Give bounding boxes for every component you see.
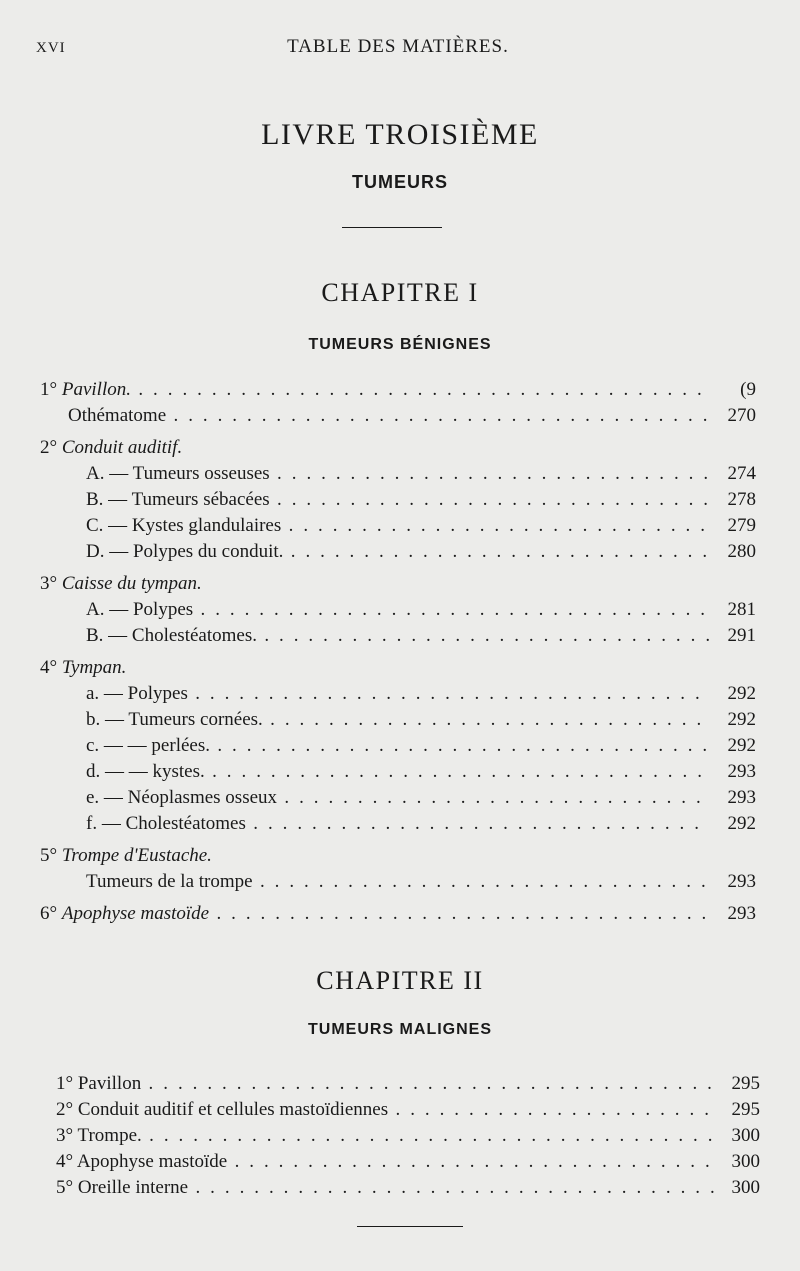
toc-entry[interactable] [40, 461, 756, 487]
toc-entry-page: 292 [727, 683, 756, 704]
toc-entry[interactable] [40, 759, 756, 785]
folio: XVI [36, 40, 66, 56]
toc-entry-label: Oreille interne [77, 1177, 189, 1198]
toc-entry[interactable] [40, 539, 756, 565]
toc-entry-label: D. — Polypes du conduit. [86, 541, 284, 562]
toc-entry-label: f. — Cholestéatomes [86, 813, 246, 834]
toc-entry-label: Apophyse mastoïde [76, 1151, 228, 1172]
toc-entry-label: Pavillon. [61, 379, 131, 400]
toc-entry-page: 278 [727, 489, 756, 510]
toc-entry-label: b. — Tumeurs cornées. [86, 709, 263, 730]
book-subtitle: TUMEURS [352, 172, 448, 192]
toc-entry-number: 1° [40, 379, 58, 400]
toc-entry-label: Tympan. [61, 657, 127, 678]
toc-entry-label: Apophyse mastoïde [61, 903, 210, 924]
toc-list [56, 1071, 760, 1201]
toc-entry-page: 300 [731, 1125, 760, 1146]
toc-entry-page: 292 [727, 813, 756, 834]
toc-entry-label: A. — Polypes [86, 599, 194, 620]
toc-entry-number: 5° [56, 1177, 74, 1198]
toc-entry-number: 2° [56, 1099, 74, 1120]
toc-entry[interactable] [56, 1097, 760, 1123]
toc-entry-label: d. — — kystes. [86, 761, 205, 782]
toc-entry[interactable] [40, 785, 756, 811]
toc-entry[interactable] [40, 707, 756, 733]
toc-entry-number: 2° [40, 437, 58, 458]
toc-entry-number: 4° [56, 1151, 74, 1172]
book-title: LIVRE TROISIÈME [261, 118, 539, 151]
toc-entry[interactable] [40, 869, 756, 895]
toc-entry-label: Pavillon [77, 1073, 142, 1094]
running-head-title: TABLE DES MATIÈRES. [287, 36, 509, 57]
toc-entry[interactable] [56, 1175, 760, 1201]
toc-entry[interactable] [40, 681, 756, 707]
toc-entry-label: Othématome [68, 405, 167, 426]
toc-list [40, 377, 756, 927]
toc-entry-page: (9 [740, 379, 756, 400]
toc-entry-page: 293 [727, 871, 756, 892]
toc-section-heading[interactable] [40, 435, 756, 461]
running-head [36, 36, 760, 60]
toc-entry-label: Tumeurs de la trompe [86, 871, 253, 892]
toc-entry-label: Conduit auditif et cellules mastoïdiennes [77, 1099, 389, 1120]
toc-entry-page: 274 [727, 463, 756, 484]
chapter-subtitle: TUMEURS MALIGNES [308, 1021, 492, 1038]
toc-entry-label: Trompe d'Eustache. [61, 845, 212, 866]
toc-entry-number: 3° [56, 1125, 74, 1146]
toc-entry[interactable] [56, 1123, 760, 1149]
divider-rule [342, 227, 442, 228]
toc-entry-label: Caisse du tympan. [61, 573, 202, 594]
toc-entry-number: 4° [40, 657, 58, 678]
toc-section-heading[interactable] [40, 571, 756, 597]
toc-entry-page: 295 [731, 1073, 760, 1094]
toc-entry-page: 270 [727, 405, 756, 426]
toc-entry[interactable] [40, 597, 756, 623]
toc-entry-number: 6° [40, 903, 58, 924]
toc-entry-label: B. — Tumeurs sébacées [86, 489, 270, 510]
chapter-subtitle: TUMEURS BÉNIGNES [308, 336, 492, 353]
toc-entry-page: 293 [727, 787, 756, 808]
toc-entry-label: e. — Néoplasmes osseux [86, 787, 278, 808]
toc-entry[interactable] [40, 901, 756, 927]
toc-entry[interactable] [40, 733, 756, 759]
divider-rule [357, 1226, 463, 1227]
toc-entry-number: 3° [40, 573, 58, 594]
toc-entry-page: 292 [727, 709, 756, 730]
toc-entry-label: B. — Cholestéatomes. [86, 625, 257, 646]
toc-entry[interactable] [40, 487, 756, 513]
toc-entry-label: Conduit auditif. [61, 437, 183, 458]
toc-entry-page: 280 [727, 541, 756, 562]
toc-entry-page: 293 [727, 761, 756, 782]
toc-entry[interactable] [40, 403, 756, 429]
toc-entry-page: 281 [727, 599, 756, 620]
toc-entry-number: 5° [40, 845, 58, 866]
toc-entry-page: 300 [731, 1177, 760, 1198]
toc-entry[interactable] [40, 623, 756, 649]
toc-entry-label: Trompe. [77, 1125, 142, 1146]
toc-section-heading[interactable] [40, 655, 756, 681]
chapter-title: CHAPITRE II [316, 966, 484, 995]
toc-entry-number: 1° [56, 1073, 74, 1094]
toc-entry-label: c. — — perlées. [86, 735, 210, 756]
toc-entry[interactable] [40, 377, 756, 403]
toc-entry-page: 293 [727, 903, 756, 924]
toc-entry[interactable] [40, 513, 756, 539]
chapter-title: CHAPITRE I [321, 278, 479, 307]
toc-entry[interactable] [56, 1149, 760, 1175]
toc-entry[interactable] [56, 1071, 760, 1097]
toc-entry-label: A. — Tumeurs osseuses [86, 463, 270, 484]
toc-entry-label: C. — Kystes glandulaires [86, 515, 282, 536]
toc-entry-page: 295 [731, 1099, 760, 1120]
toc-entry-page: 292 [727, 735, 756, 756]
toc-entry-label: a. — Polypes [86, 683, 188, 704]
toc-entry-page: 300 [731, 1151, 760, 1172]
toc-entry-page: 279 [727, 515, 756, 536]
toc-entry-page: 291 [727, 625, 756, 646]
toc-section-heading[interactable] [40, 843, 756, 869]
toc-entry[interactable] [40, 811, 756, 837]
